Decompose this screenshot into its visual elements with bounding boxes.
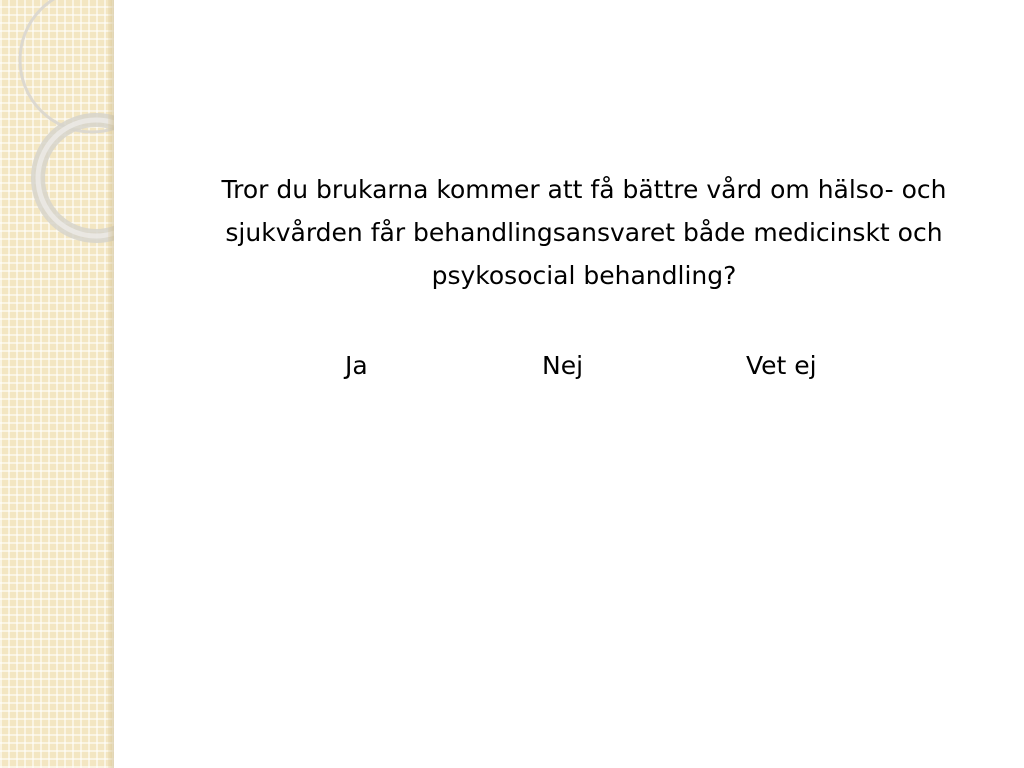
- decorative-side-panel: [0, 0, 114, 768]
- slide-content: [114, 0, 1024, 768]
- circle-ornament-icon: [0, 0, 114, 260]
- option-vet-ej: Vet ej: [746, 351, 817, 380]
- answer-options: [114, 351, 1024, 391]
- large-circle-ornament: [20, 0, 114, 132]
- question-text: Tror du brukarna kommer att få bättre vård om hälso- och sjukvården får behandlingsansvaret både medicinskt och psykosocial behandling?: [221, 175, 947, 290]
- option-nej: Nej: [542, 351, 584, 380]
- option-ja: Ja: [345, 351, 368, 380]
- ring-ornament: [38, 120, 114, 236]
